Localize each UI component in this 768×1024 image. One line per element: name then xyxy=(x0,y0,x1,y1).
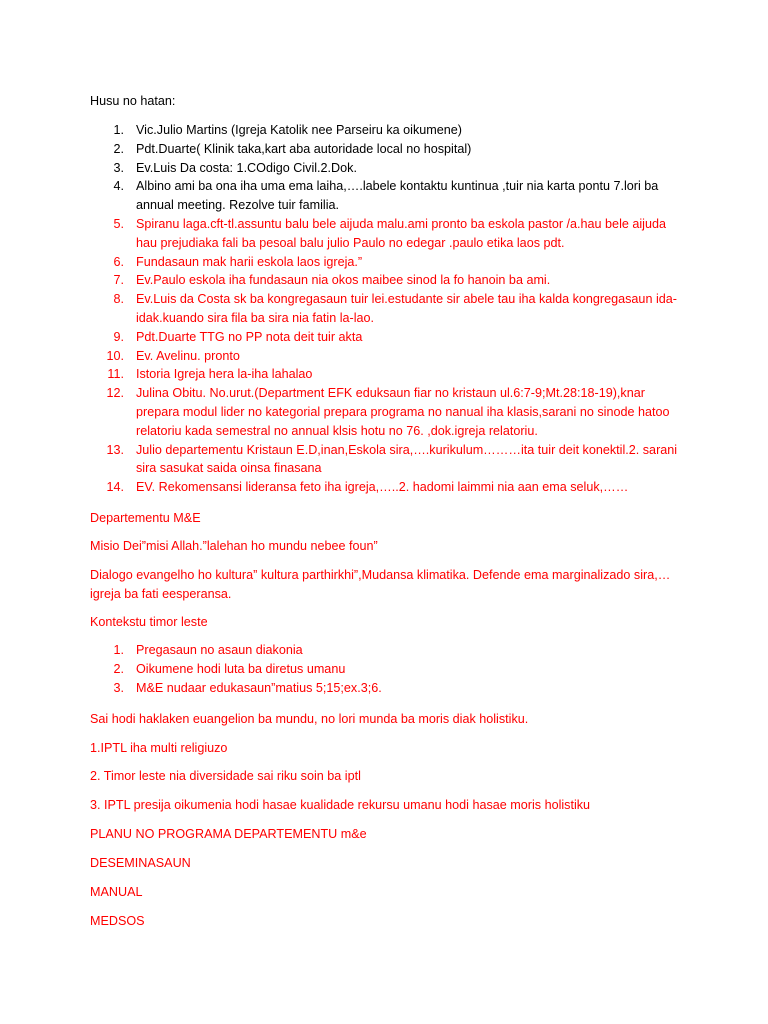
list-item-number: 12. xyxy=(106,386,124,401)
sai-hodi-paragraph: Sai hodi haklaken euangelion ba mundu, no lori munda ba moris diak holistiku. xyxy=(90,712,529,726)
list-item-number: 3. xyxy=(113,680,124,695)
list-item-text: Oikumene hodi luta ba diretus umanu xyxy=(136,661,346,676)
list-item-number: 8. xyxy=(113,292,124,307)
list-item-text: Pdt.Duarte( Klinik taka,kart aba autoridade local no hospital) xyxy=(136,141,472,156)
list-item-number: 10. xyxy=(106,348,124,363)
list-item-text: Spiranu laga.cft-tl.assuntu balu bele aijuda malu.ami pronto ba eskola pastor /a.hau bele aijuda hau prejudiaka fali ba pesoal balu julio Paulo no edegar .paulo etika laos pdt. xyxy=(136,216,666,250)
planu-heading: PLANU NO PROGRAMA DEPARTEMENTU m&e xyxy=(90,827,367,841)
misio-paragraph: Misio Dei”misi Allah.”lalehan ho mundu nebee foun” xyxy=(90,539,378,553)
departement-title: Departementu M&E xyxy=(90,511,201,525)
iptl-point-3: 3. IPTL presija oikumenia hodi hasae kualidade rekursu umanu hodi hasae moris holistiku xyxy=(90,798,591,812)
list-item-number: 2. xyxy=(113,661,124,676)
list-item xyxy=(90,441,680,479)
list-item-number: 6. xyxy=(113,254,124,269)
manual-item: MANUAL xyxy=(90,885,143,899)
list-item-text: Fundasaun mak harii eskola laos igreja.” xyxy=(136,254,363,269)
list-item-text: Vic.Julio Martins (Igreja Katolik nee Parseiru ka oikumene) xyxy=(136,123,462,137)
iptl-point-1: 1.IPTL iha multi religiuzo xyxy=(90,741,228,755)
list-item-text: Julio departementu Kristaun E.D,inan,Eskola sira,….kurikulum………ita tuir deit konektil.2. sarani sira sasukat saida oinsa finasana xyxy=(136,442,678,476)
list-item-text: Albino ami ba ona iha uma ema laiha,….labele kontaktu kuntinua ,tuir nia karta pontu 7.lori ba annual meeting. Rezolve tuir familia. xyxy=(136,179,659,213)
list-item xyxy=(90,215,680,253)
context-numbered-list xyxy=(90,641,680,697)
list-item xyxy=(90,177,680,215)
list-item-number: 2. xyxy=(113,141,124,156)
list-item-text: Ev.Luis da Costa sk ba kongregasaun tuir lei.estudante sir abele tau iha kalda kongregasaun ida-idak.kuando sira fila ba sira nia fatin la-lao. xyxy=(136,292,677,325)
list-item-number: 3. xyxy=(113,160,124,175)
kontekstu-heading: Kontekstu timor leste xyxy=(90,615,208,629)
list-item-text: M&E nudaar edukasaun”matius 5;15;ex.3;6. xyxy=(136,680,382,695)
list-item-number: 14. xyxy=(106,480,124,495)
main-numbered-list xyxy=(90,121,680,497)
list-item xyxy=(90,271,680,290)
list-item xyxy=(90,641,680,660)
list-item xyxy=(90,478,680,497)
list-item-number: 13. xyxy=(106,442,124,457)
deseminasaun-item: DESEMINASAUN xyxy=(90,856,191,870)
list-item xyxy=(90,140,680,159)
list-item xyxy=(90,253,680,272)
list-item xyxy=(90,328,680,347)
list-item-number: 7. xyxy=(113,273,124,288)
list-item-number: 1. xyxy=(113,123,124,137)
list-item xyxy=(90,121,680,140)
dialogo-paragraph: Dialogo evangelho ho kultura” kultura parthirkhi”,Mudansa klimatika. Defende ema marginalizado sira,…igreja ba fati eesperansa. xyxy=(90,568,671,601)
list-item-text: Pdt.Duarte TTG no PP nota deit tuir akta xyxy=(136,329,363,344)
list-item-text: Ev. Avelinu. pronto xyxy=(136,348,240,363)
list-item xyxy=(90,347,680,366)
list-item-number: 5. xyxy=(113,216,124,231)
list-item-text: EV. Rekomensansi lideransa feto iha igreja,…..2. hadomi laimmi nia aan ema seluk,…… xyxy=(136,480,629,495)
list-item xyxy=(90,290,680,328)
list-item xyxy=(90,365,680,384)
iptl-point-2: 2. Timor leste nia diversidade sai riku soin ba iptl xyxy=(90,769,361,783)
list-item xyxy=(90,660,680,679)
list-item-text: Pregasaun no asaun diakonia xyxy=(136,643,303,657)
list-item-number: 4. xyxy=(113,179,124,194)
list-item-text: Istoria Igreja hera la-iha lahalao xyxy=(136,367,313,382)
list-item xyxy=(90,159,680,178)
list-item xyxy=(90,679,680,698)
list-item-text: Ev.Paulo eskola iha fundasaun nia okos maibee sinod la fo hanoin ba ami. xyxy=(136,273,551,288)
medsos-item: MEDSOS xyxy=(90,914,145,928)
heading: Husu no hatan: xyxy=(90,94,176,108)
list-item-number: 9. xyxy=(113,329,124,344)
list-item-number: 11. xyxy=(107,367,124,382)
list-item-number: 1. xyxy=(113,643,124,657)
list-item-text: Julina Obitu. No.urut.(Department EFK eduksaun fiar no kristaun ul.6:7-9;Mt.28:18-19),knar prepara modul lider no kategorial prepara programa no nanual iha klasis,sarani no sinode hatoo relatoriu kada semestral no annual klsis hotu no 76. ,dok.igreja relatoriu. xyxy=(136,386,670,438)
list-item-text: Ev.Luis Da costa: 1.COdigo Civil.2.Dok. xyxy=(136,160,357,175)
list-item xyxy=(90,384,680,440)
